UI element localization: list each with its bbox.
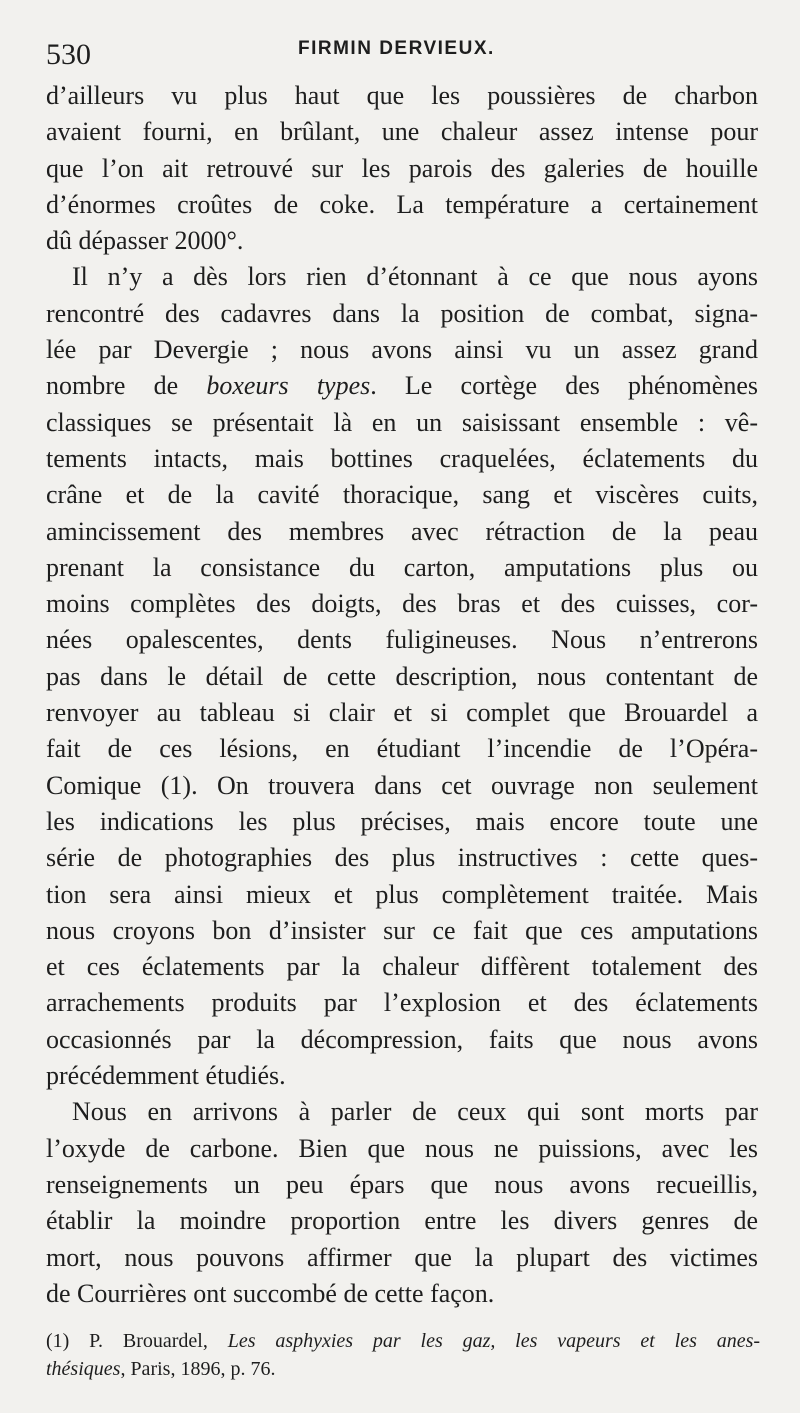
text-line: d’ailleurs vu plus haut que les poussières de charbon <box>46 81 758 110</box>
running-title: FIRMIN DERVIEUX. <box>298 38 495 59</box>
text-line: fait de ces lésions, en étudiant l’incendie de l’Opéra- <box>46 734 758 764</box>
text-line: moins complètes des doigts, des bras et des cuisses, cor- <box>46 589 758 619</box>
footnote-line: (1) P. Brouardel, Les asphyxies par les gaz, les vapeurs et les anes- <box>46 1330 761 1352</box>
text-line: dû dépasser 2000°. <box>46 226 244 256</box>
text-line: établir la moindre proportion entre les divers genres de <box>46 1206 758 1236</box>
footnote <box>46 1327 760 1383</box>
text-line: avaient fourni, en brûlant, une chaleur assez intense pour <box>46 117 758 147</box>
text-line: Comique (1). On trouvera dans cet ouvrage non seulement <box>46 770 758 800</box>
text-line: et ces éclatements par la chaleur diffèrent totalement des <box>46 952 758 982</box>
text-line: occasionnés par la décompression, faits que nous avons <box>46 1024 758 1054</box>
paragraph-2 <box>46 259 758 1094</box>
text-line: tements intacts, mais bottines craquelées, éclatements du <box>46 443 758 473</box>
text-line: rencontré des cadavres dans la position de combat, signa- <box>46 298 758 328</box>
text-line: nous croyons bon d’insister sur ce fait que ces amputations <box>46 915 758 945</box>
text-line: renseignements un peu épars que nous avons recueillis, <box>46 1169 758 1199</box>
body-text <box>46 78 758 1312</box>
text-line: précédemment étudiés. <box>46 1061 286 1091</box>
page-number: 530 <box>46 38 91 71</box>
italic-term: boxeurs types <box>206 371 371 401</box>
text-line: crâne et de la cavité thoracique, sang et viscères cuits, <box>46 480 758 510</box>
text-line: d’énormes croûtes de coke. La température a certainement <box>46 189 758 219</box>
text-line: nées opalescentes, dents fuligineuses. Nous n’entrerons <box>46 625 758 655</box>
text-line: que l’on ait retrouvé sur les parois des galeries de houille <box>46 153 758 183</box>
text-line: nombre de boxeurs types. Le cortège des phénomènes <box>46 371 758 401</box>
text-line: Il n’y a dès lors rien d’étonnant à ce que nous ayons <box>72 262 758 292</box>
paragraph-3 <box>46 1094 758 1312</box>
text-line: pas dans le détail de cette description, nous contentant de <box>46 661 758 691</box>
text-line: Nous en arrivons à parler de ceux qui sont morts par <box>72 1097 758 1127</box>
text-line: renvoyer au tableau si clair et si complet que Brouardel a <box>46 698 758 728</box>
text-line: amincissement des membres avec rétraction de la peau <box>46 516 758 546</box>
page-header <box>46 30 754 70</box>
text-line: lée par Devergie ; nous avons ainsi vu un assez grand <box>46 335 758 365</box>
text-line: prenant la consistance du carton, amputations plus ou <box>46 552 758 582</box>
text-line: les indications les plus précises, mais encore toute une <box>46 806 758 836</box>
text-line: arrachements produits par l’explosion et des éclatements <box>46 988 758 1018</box>
text-line: l’oxyde de carbone. Bien que nous ne puissions, avec les <box>46 1133 758 1163</box>
text-line: tion sera ainsi mieux et plus complètement traitée. Mais <box>46 879 758 909</box>
text-line: classiques se présentait là en un saisissant ensemble : vê- <box>46 407 758 437</box>
paragraph-1 <box>46 78 758 259</box>
text-line: de Courrières ont succombé de cette façon. <box>46 1278 495 1308</box>
text-line: série de photographies des plus instructives : cette ques- <box>46 843 758 873</box>
text-line: mort, nous pouvons affirmer que la plupart des victimes <box>46 1242 758 1272</box>
footnote-line: thésiques, Paris, 1896, p. 76. <box>46 1358 276 1380</box>
